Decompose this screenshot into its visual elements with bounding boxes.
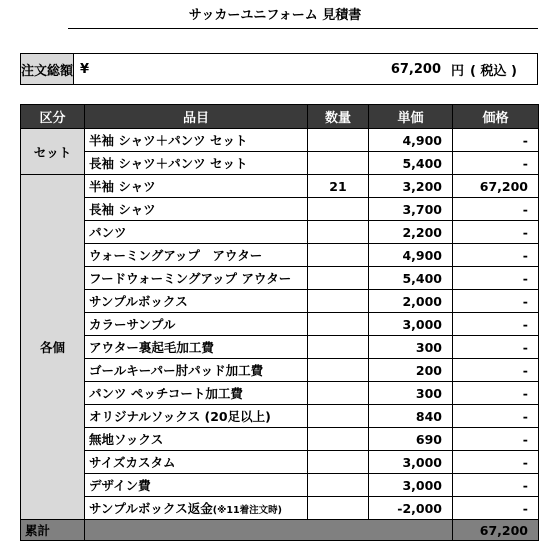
unit-price: 5,400	[369, 267, 453, 290]
header-qty: 数量	[308, 105, 369, 129]
item-name: 長袖 シャツ	[85, 198, 308, 221]
minus-sign: -	[397, 500, 403, 516]
table-row	[21, 451, 539, 474]
quantity	[308, 336, 369, 359]
table-row	[21, 405, 539, 428]
line-price: -	[453, 221, 539, 244]
header-price: 価格	[453, 105, 539, 129]
item-name: パンツ	[85, 221, 308, 244]
quantity	[308, 290, 369, 313]
item-name-refund	[85, 497, 308, 520]
tax-included-note: ( 税込 )	[470, 63, 517, 79]
unit-price: 690	[369, 428, 453, 451]
line-price: -	[453, 152, 539, 175]
header-category: 区分	[21, 105, 85, 129]
quantity	[308, 244, 369, 267]
item-name: 半袖 シャツ	[85, 175, 308, 198]
item-name: 長袖 シャツ＋パンツ セット	[85, 152, 308, 175]
unit-price: 5,400	[369, 152, 453, 175]
unit-price: 3,000	[369, 474, 453, 497]
quantity	[308, 359, 369, 382]
unit-price: 4,900	[369, 244, 453, 267]
refund-item-label: サンプルボックス返金	[89, 501, 213, 516]
unit-price: 3,000	[369, 313, 453, 336]
item-name: サイズカスタム	[85, 451, 308, 474]
document-title: サッカーユニフォーム 見積書	[188, 8, 362, 23]
line-price: -	[453, 336, 539, 359]
line-price: -	[453, 290, 539, 313]
order-total-box	[20, 53, 538, 85]
refund-amount: 2,000	[402, 500, 442, 516]
unit-price: 300	[369, 382, 453, 405]
quantity	[308, 497, 369, 520]
item-name: サンプルボックス	[85, 290, 308, 313]
quantity	[308, 474, 369, 497]
yen-unit: 円	[451, 63, 465, 79]
total-row	[21, 520, 539, 541]
unit-price: 2,000	[369, 290, 453, 313]
table-row	[21, 313, 539, 336]
table-row	[21, 152, 539, 175]
line-price: -	[453, 474, 539, 497]
table-row	[21, 221, 539, 244]
refund-item-note: (※11着注文時)	[212, 505, 282, 516]
currency-symbol: ¥	[74, 54, 117, 85]
item-name: 無地ソックス	[85, 428, 308, 451]
table-row	[21, 267, 539, 290]
item-name: ゴールキーパー肘パッド加工費	[85, 359, 308, 382]
item-name: オリジナルソックス (20足以上)	[85, 405, 308, 428]
quantity	[308, 451, 369, 474]
unit-price-refund	[369, 497, 453, 520]
order-total-amount: 67,200	[116, 54, 451, 85]
item-name: 半袖 シャツ＋パンツ セット	[85, 129, 308, 152]
line-price: -	[453, 313, 539, 336]
header-item: 品目	[85, 105, 308, 129]
line-price: -	[453, 497, 539, 520]
header-unit-price: 単価	[369, 105, 453, 129]
line-price: -	[453, 359, 539, 382]
quantity	[308, 382, 369, 405]
total-label: 累計	[21, 520, 85, 541]
estimate-table	[20, 104, 539, 541]
total-filler	[85, 520, 453, 541]
item-name: カラーサンプル	[85, 313, 308, 336]
item-name: パンツ ペッチコート加工費	[85, 382, 308, 405]
item-name: アウター裏起毛加工費	[85, 336, 308, 359]
line-price: -	[453, 244, 539, 267]
unit-price: 3,200	[369, 175, 453, 198]
table-row	[21, 198, 539, 221]
title-underline	[68, 28, 538, 29]
category-set: セット	[21, 129, 85, 175]
table-row	[21, 474, 539, 497]
table-header-row	[21, 105, 539, 129]
item-name: デザイン費	[85, 474, 308, 497]
line-price: -	[453, 428, 539, 451]
line-price: -	[453, 451, 539, 474]
tax-note-cell	[451, 54, 538, 85]
unit-price: 300	[369, 336, 453, 359]
table-row	[21, 336, 539, 359]
table-row	[21, 497, 539, 520]
table-row	[21, 129, 539, 152]
unit-price: 2,200	[369, 221, 453, 244]
quantity	[308, 198, 369, 221]
table-row	[21, 382, 539, 405]
unit-price: 4,900	[369, 129, 453, 152]
quantity	[308, 267, 369, 290]
line-price: -	[453, 405, 539, 428]
unit-price: 3,000	[369, 451, 453, 474]
quantity	[308, 405, 369, 428]
unit-price: 3,700	[369, 198, 453, 221]
table-row	[21, 175, 539, 198]
total-price: 67,200	[453, 520, 539, 541]
quantity: 21	[308, 175, 369, 198]
quantity	[308, 221, 369, 244]
table-row	[21, 290, 539, 313]
unit-price: 840	[369, 405, 453, 428]
table-row	[21, 359, 539, 382]
estimate-body	[21, 129, 539, 541]
quantity	[308, 129, 369, 152]
quantity	[308, 152, 369, 175]
line-price: 67,200	[453, 175, 539, 198]
item-name: フードウォーミングアップ アウター	[85, 267, 308, 290]
quantity	[308, 313, 369, 336]
table-row	[21, 244, 539, 267]
line-price: -	[453, 382, 539, 405]
order-total-label: 注文総額	[21, 54, 74, 85]
line-price: -	[453, 198, 539, 221]
line-price: -	[453, 129, 539, 152]
line-price: -	[453, 267, 539, 290]
table-row	[21, 428, 539, 451]
category-individual: 各個	[21, 175, 85, 520]
unit-price: 200	[369, 359, 453, 382]
item-name: ウォーミングアップ アウター	[85, 244, 308, 267]
quantity	[308, 428, 369, 451]
